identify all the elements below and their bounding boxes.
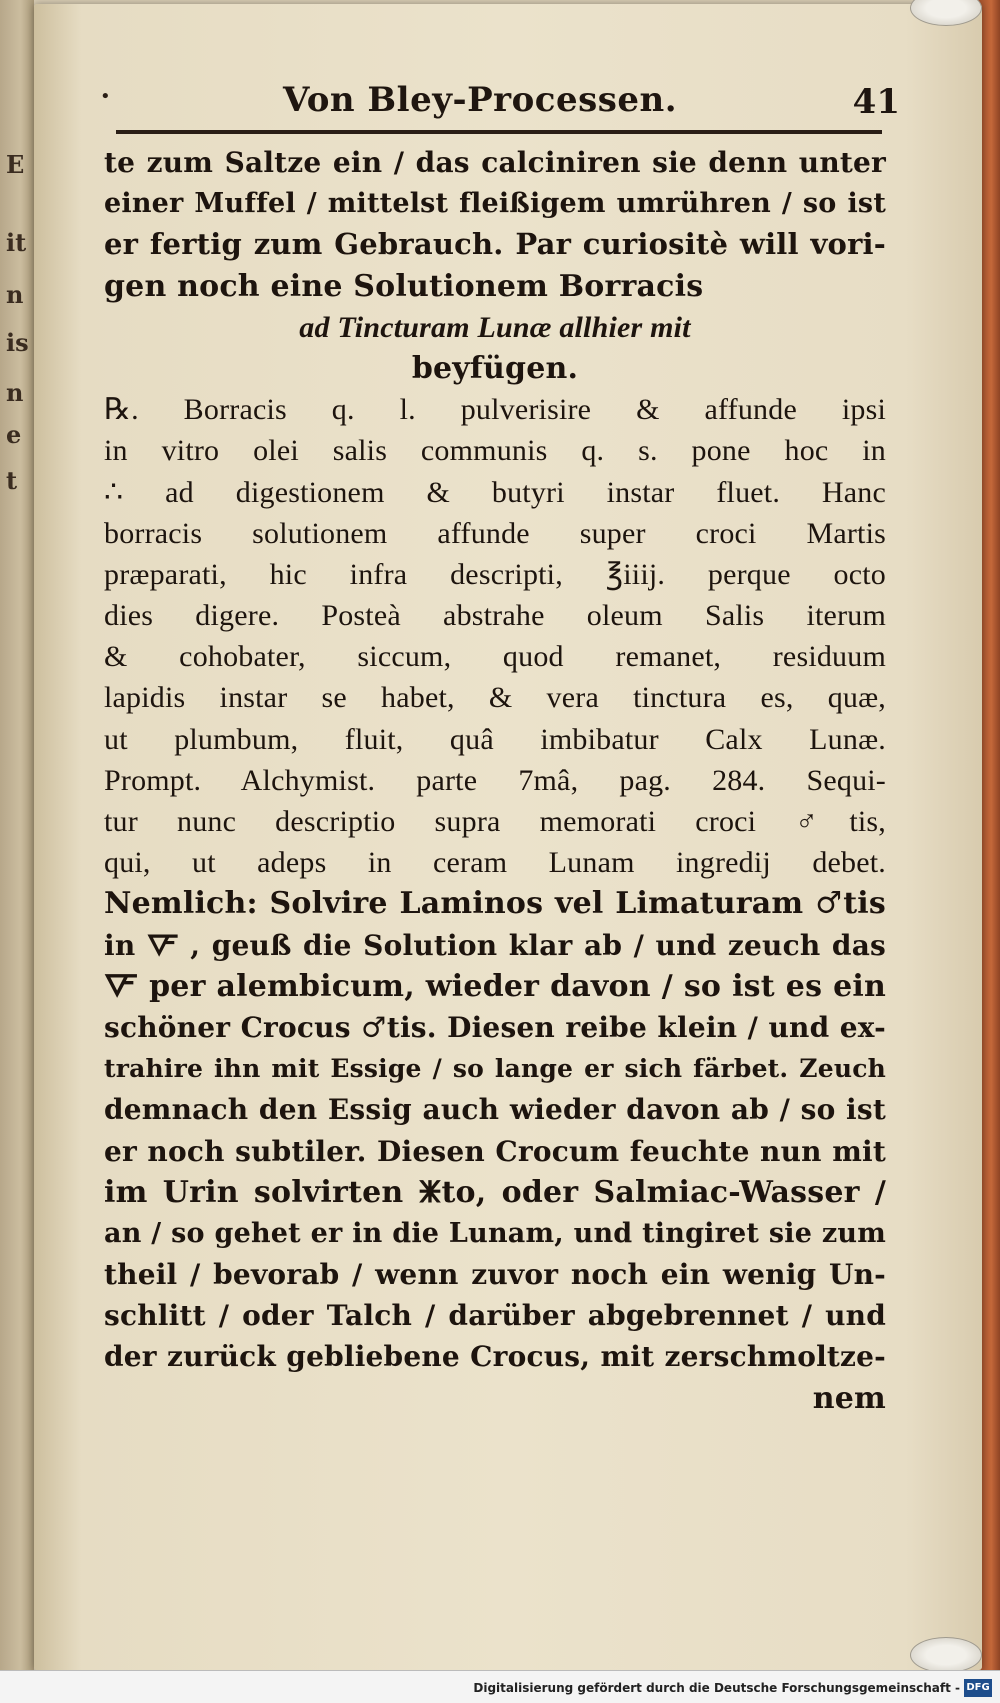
text-line: nem bbox=[812, 1380, 886, 1416]
digitization-credit: Digitalisierung gefördert durch die Deutsche Forschungsgemeinschaft - bbox=[473, 1681, 960, 1695]
text-line: trahire ihn mit Essige / so lange er sich färbet. Zeuch bbox=[104, 1054, 886, 1084]
text-line: beyfügen. bbox=[411, 350, 579, 386]
text-line: ∴ ad digestionem & butyri instar fluet. Hanc bbox=[104, 475, 886, 509]
facing-page-fragment: E bbox=[6, 150, 25, 179]
facing-page-fragment: e bbox=[6, 420, 22, 449]
text-line: schlitt / oder Talch / darüber abgebrennet / und bbox=[104, 1299, 886, 1333]
facing-page-fragment: n bbox=[6, 378, 24, 407]
text-line: gen noch eine Solutionem Borracis bbox=[104, 268, 704, 304]
facing-page-edge bbox=[0, 0, 34, 1680]
text-line: in vitro olei salis communis q. s. pone hoc in bbox=[104, 434, 886, 468]
facing-page-fragment: n bbox=[6, 280, 24, 309]
text-line: in 🜅 , geuß die Solution klar ab / und zeuch das bbox=[104, 928, 886, 962]
text-line: der zurück gebliebene Crocus, mit zerschmoltze- bbox=[104, 1340, 886, 1374]
text-line: an / so gehet er in die Lunam, und tingiret sie zum bbox=[104, 1217, 886, 1249]
running-head: Von Bley-Processen. bbox=[282, 80, 678, 120]
header-rule bbox=[116, 130, 882, 134]
text-line: ad Tincturam Lunæ allhier mit bbox=[299, 310, 691, 344]
text-line: ℞. Borracis q. l. pulverisire & affunde ipsi bbox=[104, 393, 886, 427]
text-line: & cohobater, siccum, quod remanet, residuum bbox=[104, 640, 886, 674]
text-line: er fertig zum Gebrauch. Par curiositè will vori- bbox=[104, 227, 886, 262]
text-line: Nemlich: Solvire Laminos vel Limaturam ♂tis bbox=[104, 886, 886, 922]
text-line: 🜅 per alembicum, wieder davon / so ist es ein bbox=[104, 968, 886, 1004]
text-line: te zum Saltze ein / das calciniren sie denn unter bbox=[104, 146, 886, 179]
facing-page-fragment: it bbox=[6, 228, 27, 257]
text-line: demnach den Essig auch wieder davon ab / so ist bbox=[104, 1093, 886, 1127]
text-line: dies digere. Posteà abstrahe oleum Salis iterum bbox=[104, 599, 886, 633]
text-line: im Urin solvirten 🜹to, oder Salmiac-Wasser / bbox=[104, 1174, 886, 1210]
text-line: præparati, hic infra descripti, ℥iiij. perque octo bbox=[104, 557, 886, 591]
text-line: ut plumbum, fluit, quâ imbibatur Calx Lunæ. bbox=[104, 722, 886, 756]
facing-page-fragment: t bbox=[6, 466, 18, 495]
text-line: theil / bevorab / wenn zuvor noch ein wenig Un- bbox=[104, 1258, 886, 1292]
text-line: lapidis instar se habet, & vera tinctura es, quæ, bbox=[104, 681, 886, 715]
text-line: einer Muffel / mittelst fleißigem umrühren / so ist bbox=[104, 188, 886, 220]
text-line: borracis solutionem affunde super croci Martis bbox=[104, 516, 886, 550]
body-text bbox=[104, 142, 886, 1419]
text-line: er noch subtiler. Diesen Crocum feuchte nun mit bbox=[104, 1134, 886, 1168]
page-number: 41 bbox=[852, 82, 900, 122]
text-line: tur nunc descriptio supra memorati croci ♂tis, bbox=[104, 805, 886, 838]
dfg-logo: DFG bbox=[964, 1679, 992, 1697]
text-line: schöner Crocus ♂tis. Diesen reibe klein / und ex- bbox=[104, 1010, 886, 1044]
text-line: qui, ut adeps in ceram Lunam ingredij debet. bbox=[104, 846, 886, 880]
page-clip-bottom bbox=[910, 1637, 982, 1673]
text-line: Prompt. Alchymist. parte 7mâ, pag. 284. Sequi- bbox=[104, 763, 886, 797]
header-mark: • bbox=[100, 86, 111, 107]
footer-bar bbox=[0, 1670, 1000, 1703]
facing-page-fragment: is bbox=[6, 328, 29, 357]
